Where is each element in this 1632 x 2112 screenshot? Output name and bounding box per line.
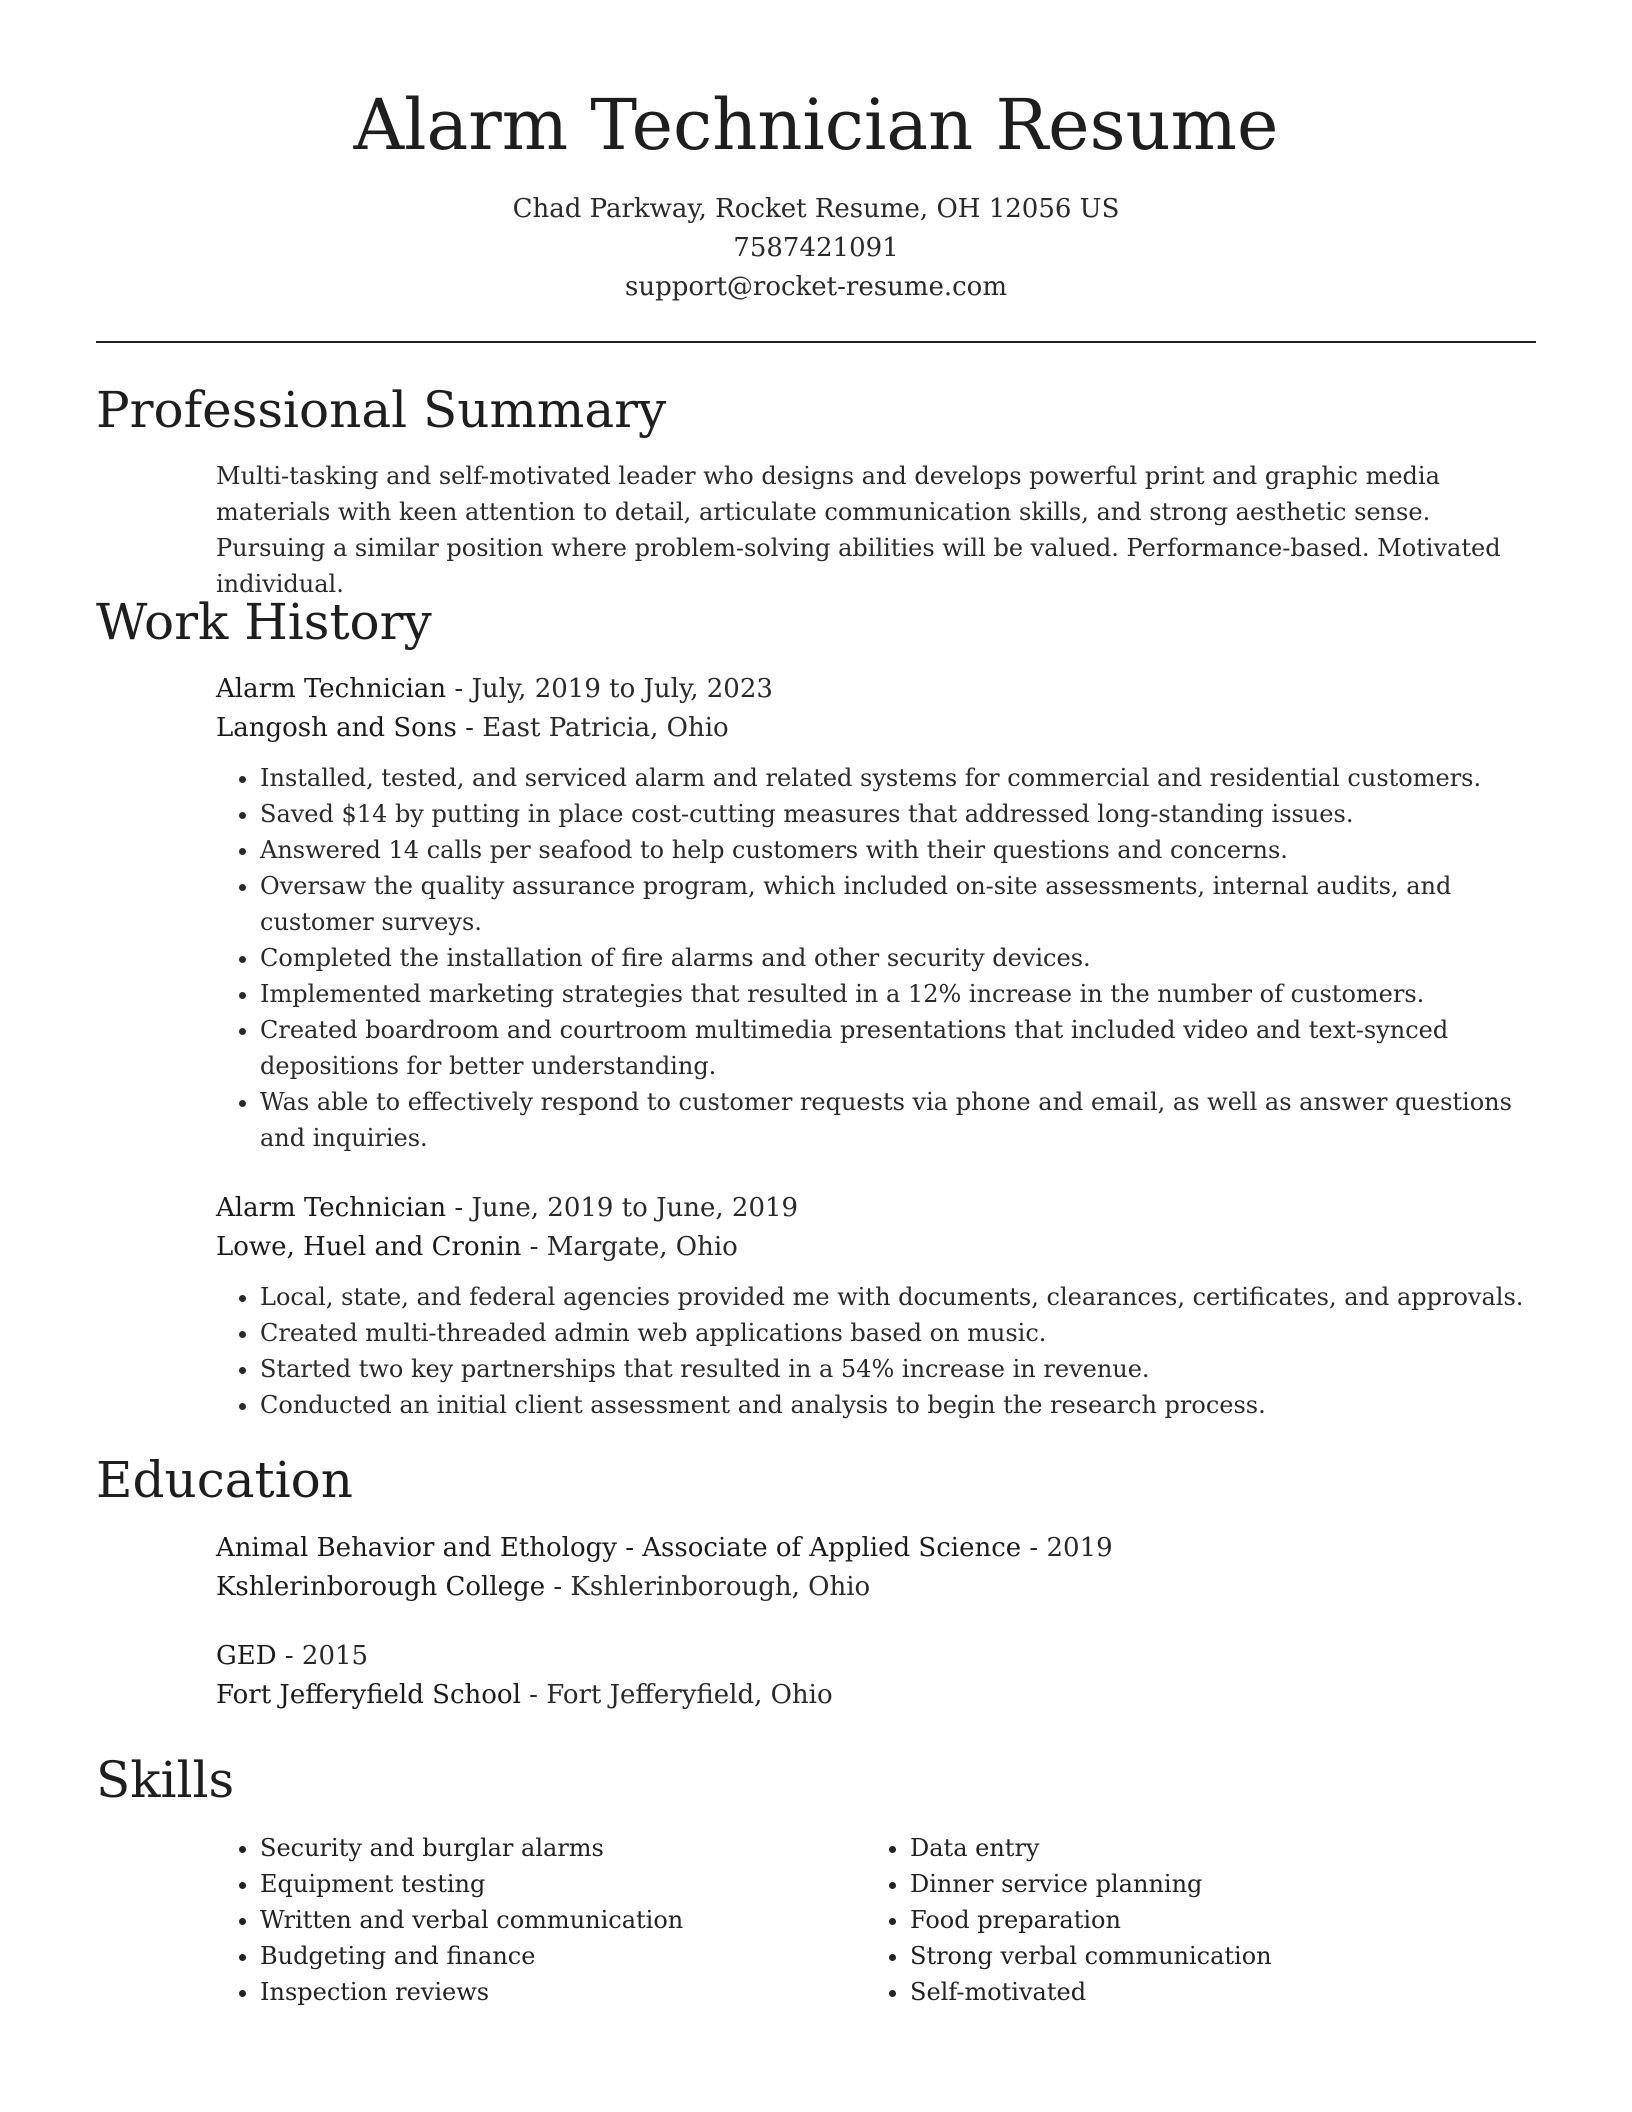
header-divider bbox=[96, 341, 1536, 343]
job-title: Alarm Technician bbox=[216, 674, 447, 704]
job-company-line bbox=[216, 709, 1536, 748]
skills-heading: Skills bbox=[96, 1751, 235, 1809]
job-company: Lowe, Huel and Cronin bbox=[216, 1232, 522, 1262]
list-item: • Saved $14 by putting in place cost-cutting measures that addressed long-standing issues. bbox=[260, 796, 1536, 832]
job-dates: - July, 2019 to July, 2023 bbox=[446, 674, 773, 704]
job-title-line bbox=[216, 1189, 1536, 1228]
job-title-line bbox=[216, 670, 1536, 709]
list-item: • Food preparation bbox=[910, 1902, 1516, 1938]
education-location: - Kshlerinborough, Ohio bbox=[545, 1572, 871, 1602]
email: support@rocket-resume.com bbox=[624, 272, 1007, 302]
education-year: - 2015 bbox=[276, 1641, 369, 1671]
address: Chad Parkway, Rocket Resume, OH 12056 US bbox=[512, 194, 1120, 224]
education-year: - 2019 bbox=[1021, 1533, 1113, 1563]
list-item: • Started two key partnerships that resulted in a 54% increase in revenue. bbox=[260, 1351, 1536, 1387]
job-company-line bbox=[216, 1228, 1536, 1267]
list-item: • Strong verbal communication bbox=[910, 1938, 1516, 1974]
job-bullets bbox=[216, 760, 1536, 1156]
job-location: - East Patricia, Ohio bbox=[456, 713, 729, 743]
skills-list-left bbox=[216, 1830, 866, 2010]
job-entry bbox=[216, 670, 1536, 1156]
list-item: • Written and verbal communication bbox=[260, 1902, 866, 1938]
list-item: • Implemented marketing strategies that resulted in a 12% increase in the number of customers. bbox=[260, 976, 1536, 1012]
list-item: • Created boardroom and courtroom multimedia presentations that included video and text-synced depositions for better understanding. bbox=[260, 1012, 1536, 1084]
list-item: • Inspection reviews bbox=[260, 1974, 866, 2010]
education-field: Animal Behavior and Ethology bbox=[216, 1533, 617, 1563]
education-degree-line bbox=[216, 1637, 1536, 1676]
job-dates: - June, 2019 to June, 2019 bbox=[446, 1193, 799, 1223]
job-location: - Margate, Ohio bbox=[521, 1232, 738, 1262]
education-entry bbox=[216, 1637, 1536, 1715]
education-school-line bbox=[216, 1568, 1536, 1607]
job-company: Langosh and Sons bbox=[216, 713, 457, 743]
summary-heading: Professional Summary bbox=[96, 381, 667, 439]
education-degree: - Associate of Applied Science bbox=[616, 1533, 1022, 1563]
list-item: • Oversaw the quality assurance program, which included on-site assessments, internal audits, and customer surveys. bbox=[260, 868, 1536, 940]
education-entry bbox=[216, 1529, 1536, 1607]
work-history-heading: Work History bbox=[96, 593, 432, 651]
list-item: • Data entry bbox=[910, 1830, 1516, 1866]
education-school: Kshlerinborough College bbox=[216, 1572, 546, 1602]
summary-text: Multi-tasking and self-motivated leader who designs and develops powerful print and graphic media materials with keen attention to detail, articulate communication skills, and strong aesthetic sense. Pursuing a similar position where problem-solving abilities will be valued. Performance-based. Motivated individual. bbox=[216, 462, 1501, 598]
list-item: • Budgeting and finance bbox=[260, 1938, 866, 1974]
job-bullets bbox=[216, 1279, 1536, 1423]
job-title: Alarm Technician bbox=[216, 1193, 447, 1223]
skills-section bbox=[216, 1830, 1536, 2010]
list-item: • Created multi-threaded admin web applications based on music. bbox=[260, 1315, 1536, 1351]
skills-list-right bbox=[866, 1830, 1516, 2010]
list-item: • Installed, tested, and serviced alarm and related systems for commercial and residential customers. bbox=[260, 760, 1536, 796]
education-heading: Education bbox=[96, 1451, 353, 1509]
resume-header bbox=[96, 80, 1536, 307]
page-title: Alarm Technician Resume bbox=[353, 84, 1279, 166]
list-item: • Answered 14 calls per seafood to help customers with their questions and concerns. bbox=[260, 832, 1536, 868]
phone: 7587421091 bbox=[733, 233, 899, 263]
job-entry bbox=[216, 1189, 1536, 1423]
list-item: • Local, state, and federal agencies provided me with documents, clearances, certificates, and approvals. bbox=[260, 1279, 1536, 1315]
education-school: Fort Jefferyfield School bbox=[216, 1680, 521, 1710]
education-school-line bbox=[216, 1676, 1536, 1715]
education-field: GED bbox=[216, 1641, 277, 1671]
contact-info bbox=[96, 190, 1536, 307]
list-item: • Dinner service planning bbox=[910, 1866, 1516, 1902]
list-item: • Self-motivated bbox=[910, 1974, 1516, 2010]
list-item: • Equipment testing bbox=[260, 1866, 866, 1902]
education-degree-line bbox=[216, 1529, 1536, 1568]
education-location: - Fort Jefferyfield, Ohio bbox=[520, 1680, 833, 1710]
list-item: • Was able to effectively respond to customer requests via phone and email, as well as answer questions and inquiries. bbox=[260, 1084, 1536, 1156]
list-item: • Security and burglar alarms bbox=[260, 1830, 866, 1866]
summary-section bbox=[216, 458, 1536, 602]
list-item: • Completed the installation of fire alarms and other security devices. bbox=[260, 940, 1536, 976]
list-item: • Conducted an initial client assessment and analysis to begin the research process. bbox=[260, 1387, 1536, 1423]
